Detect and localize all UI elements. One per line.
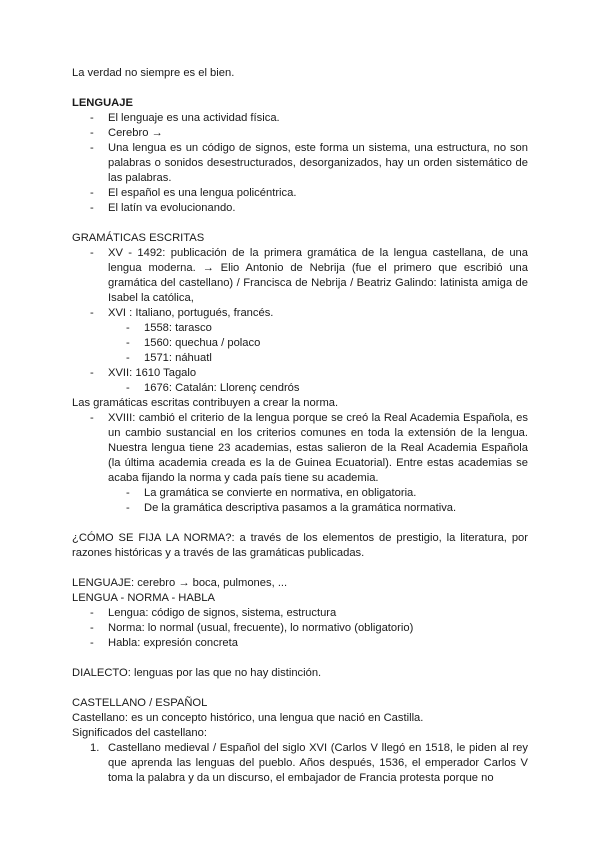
section-heading-castellano: CASTELLANO / ESPAÑOL — [72, 697, 208, 709]
list-item: - El latín va evolucionando. — [72, 201, 528, 216]
list-item-label: XVI : Italiano, portugués, francés. — [108, 307, 274, 319]
gramaticas-note: Las gramáticas escritas contribuyen a crear la norma. — [72, 397, 339, 409]
sub-list-item: - 1558: tarasco — [72, 321, 528, 336]
numbered-list-item — [72, 741, 528, 786]
list-number: 1. — [90, 742, 100, 754]
list-item-xviii: - XVIII: cambió el criterio de la lengua porque se creó la Real Academia Española, es un cambio sustancial en los criterios comunes en toda la extensión de la lengua. Nuestra lengua tiene 23 academias, estas salieron de la Real Academia Española (la última academia creada es la de Guinea Ecuatorial). Entre estas academias se acaba fijando la norma y cada país tiene su academia. — [72, 411, 528, 486]
xvii-sublist — [72, 381, 528, 396]
lenguaje-cerebro-line: LENGUAJE: cerebro → boca, pulmones, ... — [72, 577, 288, 589]
dialecto-line: DIALECTO: lenguas por las que no hay distinción. — [72, 667, 322, 679]
list-item: - Habla: expresión concreta — [72, 636, 528, 651]
list-item-xvii: - XVII: 1610 Tagalo — [72, 366, 528, 381]
list-item: - Una lengua es un código de signos, este forma un sistema, una estructura, no son palabras o sonidos desestructurados, desorganizados, hay un orden sistemático de las palabras. — [72, 141, 528, 186]
sub-list-item: - 1560: quechua / polaco — [72, 336, 528, 351]
norma-paragraph: ¿CÓMO SE FIJA LA NORMA?: a través de los elementos de prestigio, la literatura, por razones históricas y a través de las gramáticas publicadas. — [72, 532, 528, 559]
list-item-text: Castellano medieval / Español del siglo XVI (Carlos V llegó en 1518, le piden al rey que aprenda las lenguas del pueblo. Años después, 1536, el emperador Carlos V toma la palabra y da un discurso, el embajador de Francia protesta porque no — [108, 742, 528, 784]
section-heading-gramaticas: GRAMÁTICAS ESCRITAS — [72, 232, 205, 244]
castellano-numbered-list — [72, 741, 528, 786]
sub-list-item: - 1571: náhuatl — [72, 351, 528, 366]
lnh-list — [72, 606, 528, 651]
list-item-xvi — [72, 306, 528, 321]
xviii-sublist — [72, 486, 528, 516]
list-item: - Norma: lo normal (usual, frecuente), lo normativo (obligatorio) — [72, 621, 528, 636]
castellano-significados-label: Significados del castellano: — [72, 727, 207, 739]
castellano-definition: Castellano: es un concepto histórico, una lengua que nació en Castilla. — [72, 712, 424, 724]
gramaticas-list — [72, 246, 528, 321]
sub-list-item: - De la gramática descriptiva pasamos a la gramática normativa. — [72, 501, 528, 516]
list-item: - Lengua: código de signos, sistema, estructura — [72, 606, 528, 621]
section-heading-lengua-norma-habla: LENGUA - NORMA - HABLA — [72, 592, 215, 604]
section-heading-lenguaje: LENGUAJE — [72, 97, 133, 109]
intro-line: La verdad no siempre es el bien. — [72, 67, 235, 79]
list-item: - Cerebro → — [72, 126, 528, 141]
xviii-list — [72, 411, 528, 486]
xvi-sublist — [72, 321, 528, 366]
lenguaje-list — [72, 111, 528, 216]
sub-list-item: - 1676: Catalán: Llorenç cendrós — [72, 381, 528, 396]
xvii-list — [72, 366, 528, 381]
sub-list-item: - La gramática se convierte en normativa, en obligatoria. — [72, 486, 528, 501]
list-item-xv: - XV - 1492: publicación de la primera gramática de la lengua castellana, de una lengua moderna. → Elio Antonio de Nebrija (fue el primero que escribió una gramática del castellano) / Francisca de Nebrija / Beatriz Galindo: latinista amiga de Isabel la católica, — [72, 246, 528, 306]
list-item: - El español es una lengua policéntrica. — [72, 186, 528, 201]
list-item: - El lenguaje es una actividad física. — [72, 111, 528, 126]
